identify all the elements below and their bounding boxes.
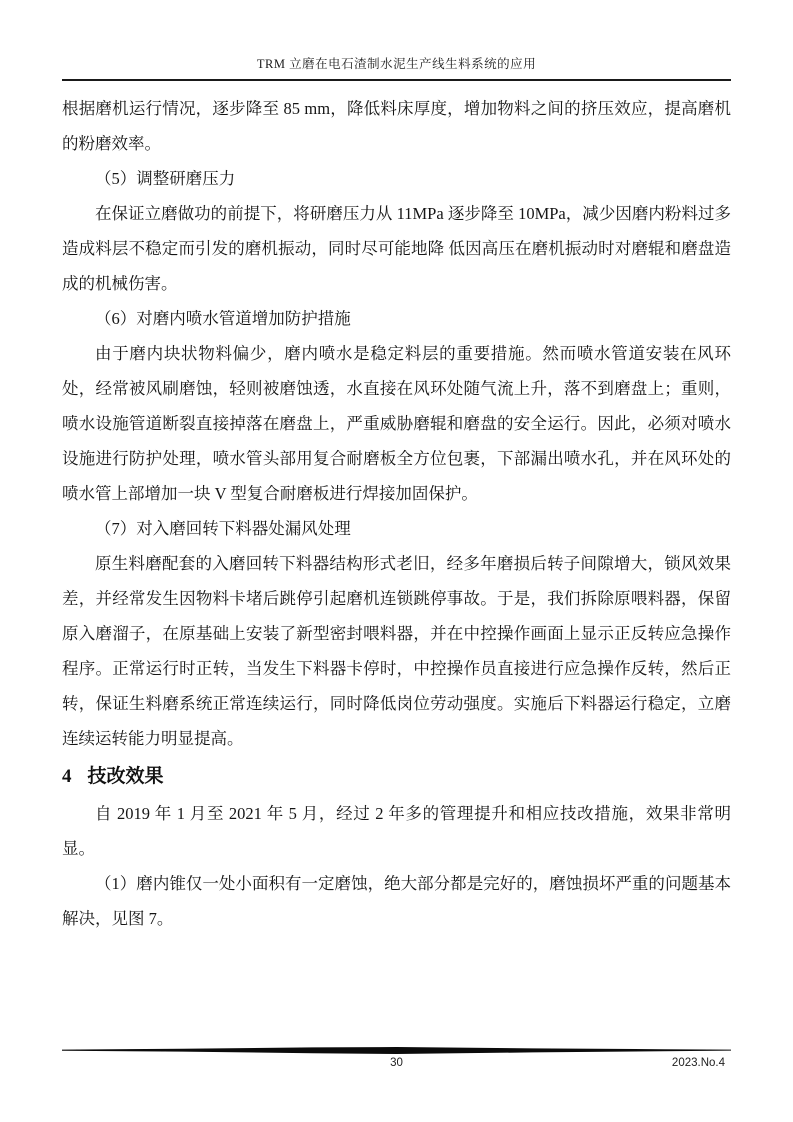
page-footer <box>62 1046 731 1074</box>
paragraph-item-7: 原生料磨配套的入磨回转下料器结构形式老旧，经多年磨损后转子间隙增大，锁风效果差，并经常发生因物料卡堵后跳停引起磨机连锁跳停事故。于是，我们拆除原喂料器，保留原入磨溜子，在原基础上安装了新型密封喂料器，并在中控操作画面上显示正反转应急操作程序。正常运行时正转，当发生下料器卡停时，中控操作员直接进行应急操作反转，然后正转，保证生料磨系统正常连续运行，同时降低岗位劳动强度。实施后下料器运行稳定，立磨连续运转能力明显提高。 <box>62 554 731 748</box>
page-number: 30 <box>390 1057 403 1069</box>
footer-rule <box>62 1046 731 1055</box>
article-body <box>62 91 731 936</box>
running-head-title: TRM 立磨在电石渣制水泥生产线生料系统的应用 <box>62 0 731 81</box>
section-4-title: 技改效果 <box>87 766 164 787</box>
paragraph-item-6: 由于磨内块状物料偏少，磨内喷水是稳定料层的重要措施。然而喷水管道安装在风环处，经常被风刷磨蚀，轻则被磨蚀透，水直接在风环处随气流上升，落不到磨盘上；重则，喷水设施管道断裂直接掉落在磨盘上，严重威胁磨辊和磨盘的安全运行。因此，必须对喷水设施进行防护处理，喷水管头部用复合耐磨板全方位包裹，下部漏出喷水孔，并在风环处的喷水管上部增加一块 V 型复合耐磨板进行焊接加固保护。 <box>62 344 731 503</box>
item-5-heading: （5）调整研磨压力 <box>95 169 236 188</box>
issue-number: 2023.No.4 <box>671 1057 725 1069</box>
section-4-number: 4 <box>62 766 72 787</box>
paragraph-effect-item-1: （1）磨内锥仅一处小面积有一定磨蚀，绝大部分都是完好的，磨蚀损坏严重的问题基本解决，见图 7。 <box>62 874 731 928</box>
footer-text-row <box>62 1056 731 1074</box>
paragraph-continuation: 根据磨机运行情况，逐步降至 85 mm，降低料床厚度，增加物料之间的挤压效应，提高磨机的粉磨效率。 <box>62 99 731 153</box>
section-4-heading <box>62 761 731 792</box>
paragraph-effect-intro: 自 2019 年 1 月至 2021 年 5 月，经过 2 年多的管理提升和相应技改措施，效果非常明显。 <box>62 804 731 858</box>
item-6-heading: （6）对磨内喷水管道增加防护措施 <box>95 309 351 328</box>
item-7-heading: （7）对入磨回转下料器处漏风处理 <box>95 519 351 538</box>
paragraph-item-5: 在保证立磨做功的前提下，将研磨压力从 11MPa 逐步降至 10MPa，减少因磨内粉料过多造成料层不稳定而引发的磨机振动，同时尽可能地降 低因高压在磨机振动时对磨辊和磨盘造成的机械伤害。 <box>62 204 731 293</box>
